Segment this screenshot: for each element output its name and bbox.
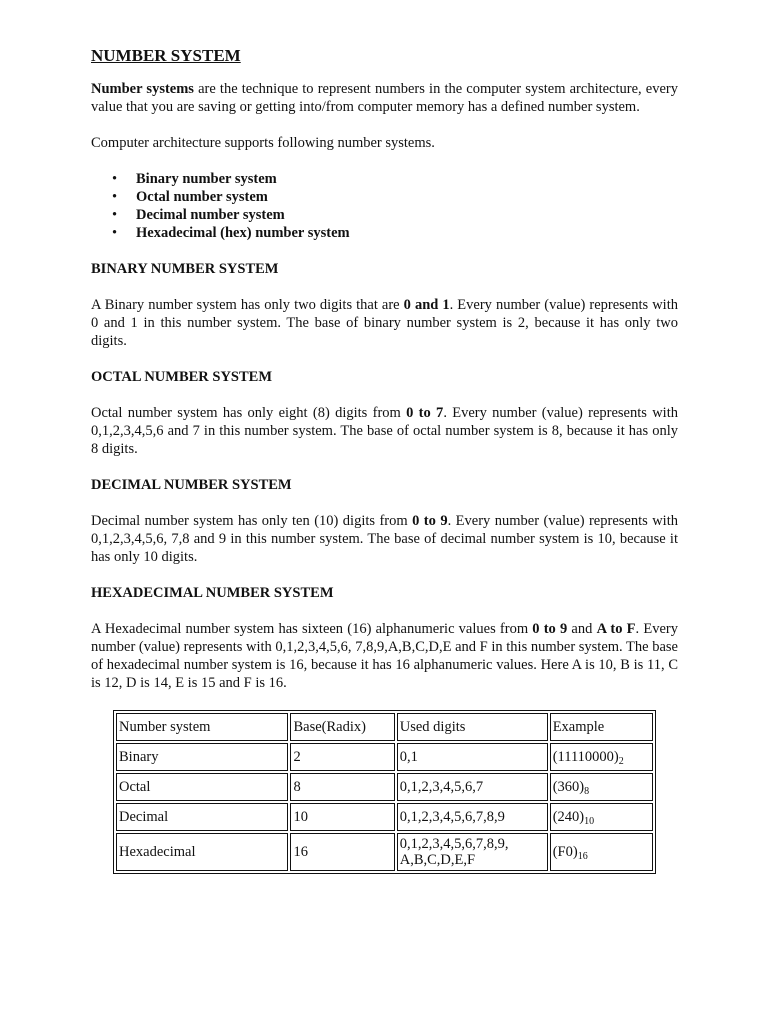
table-cell: 2 [290, 743, 394, 771]
table-cell: 0,1,2,3,4,5,6,7,8,9 [397, 803, 548, 831]
list-item: • Decimal number system [91, 206, 678, 224]
hex-text-3: . Every number (value) represents with 0,1,2,3,4,5,6, 7,8,9,A,B,C,D,E and F in this number system. The base of hexadecimal number system is 16, because it has 16 alphanumeric values. Here A is 10, B is 11, C is 12, D is 14, E is 15 and F is 16. [91, 621, 678, 691]
number-systems-list [91, 170, 678, 242]
table-cell [550, 833, 653, 871]
hex-text-2: and [567, 621, 597, 637]
table-row [116, 803, 653, 831]
table-cell: 16 [290, 833, 394, 871]
binary-heading: BINARY NUMBER SYSTEM [91, 261, 279, 277]
table-cell [550, 773, 653, 801]
example-value: (360) [552, 779, 585, 795]
octal-text-1: Octal number system has only eight (8) digits from [91, 405, 407, 421]
number-system-table [113, 710, 656, 874]
intro-paragraph [91, 80, 678, 116]
decimal-text-2: . Every number (value) represents with 0,1,2,3,4,5,6, 7,8 and 9 in this number system. The base of decimal number system is 10, because it has only 10 digits. [91, 513, 678, 565]
table-header-cell: Used digits [397, 713, 548, 741]
example-base: 16 [577, 851, 588, 862]
example-base: 2 [618, 756, 624, 767]
example-value: (11110000) [552, 749, 619, 765]
octal-paragraph [91, 404, 678, 458]
binary-text-2: . Every number (value) represents with 0 and 1 in this number system. The base of binary number system is 2, because it has only two digits. [91, 297, 678, 349]
hex-text-1: A Hexadecimal number system has sixteen (16) alphanumeric values from [91, 621, 533, 637]
hex-paragraph [91, 620, 678, 692]
table-header-cell: Example [550, 713, 653, 741]
intro-bold-lead: Number systems [91, 81, 194, 97]
table-cell: 10 [290, 803, 394, 831]
list-item: • Octal number system [91, 188, 678, 206]
example-base: 10 [584, 816, 595, 827]
octal-heading: OCTAL NUMBER SYSTEM [91, 369, 273, 385]
table-cell: Octal [116, 773, 288, 801]
table-cell: 0,1 [397, 743, 548, 771]
binary-bold-1: 0 and 1 [403, 297, 450, 313]
decimal-bold-1: 0 to 9 [412, 513, 448, 529]
list-item: • Hexadecimal (hex) number system [91, 224, 678, 242]
hex-bold-1: 0 to 9 [532, 621, 568, 637]
page-title: NUMBER SYSTEM [91, 46, 241, 65]
example-value: (240) [552, 809, 585, 825]
decimal-text-1: Decimal number system has only ten (10) digits from [91, 513, 413, 529]
table-cell: 8 [290, 773, 394, 801]
table-header-cell: Base(Radix) [290, 713, 394, 741]
octal-text-2: . Every number (value) represents with 0,1,2,3,4,5,6 and 7 in this number system. The base of octal number system is 8, because it has only 8 digits. [91, 405, 678, 457]
intro-text: are the technique to represent numbers in the computer system architecture, every value that you are saving or getting into/from computer memory has a defined number system. [91, 81, 679, 115]
hex-bold-2: A to F [596, 621, 636, 637]
binary-text-1: A Binary number system has only two digits that are [91, 297, 404, 313]
table-row [116, 773, 653, 801]
example-base: 8 [584, 786, 590, 797]
digits-line: 0,1,2,3,4,5,6,7,8,9, [399, 836, 509, 852]
table-row [116, 833, 653, 871]
binary-paragraph [91, 296, 678, 350]
digits-line: A,B,C,D,E,F [399, 852, 476, 868]
list-item: • Binary number system [91, 170, 678, 188]
table-header-row [116, 713, 653, 741]
table-cell: Binary [116, 743, 288, 771]
table-header-cell: Number system [116, 713, 288, 741]
table-cell: 0,1,2,3,4,5,6,7 [397, 773, 548, 801]
table-cell: Hexadecimal [116, 833, 288, 871]
decimal-paragraph [91, 512, 678, 566]
table-cell: Decimal [116, 803, 288, 831]
table-cell [397, 833, 548, 871]
example-value: (F0) [552, 844, 578, 860]
hex-heading: HEXADECIMAL NUMBER SYSTEM [91, 585, 334, 601]
table-row [116, 743, 653, 771]
octal-bold-1: 0 to 7 [406, 405, 444, 421]
table-cell [550, 743, 653, 771]
table-cell [550, 803, 653, 831]
decimal-heading: DECIMAL NUMBER SYSTEM [91, 477, 292, 493]
supports-paragraph: Computer architecture supports following number systems. [91, 135, 435, 151]
